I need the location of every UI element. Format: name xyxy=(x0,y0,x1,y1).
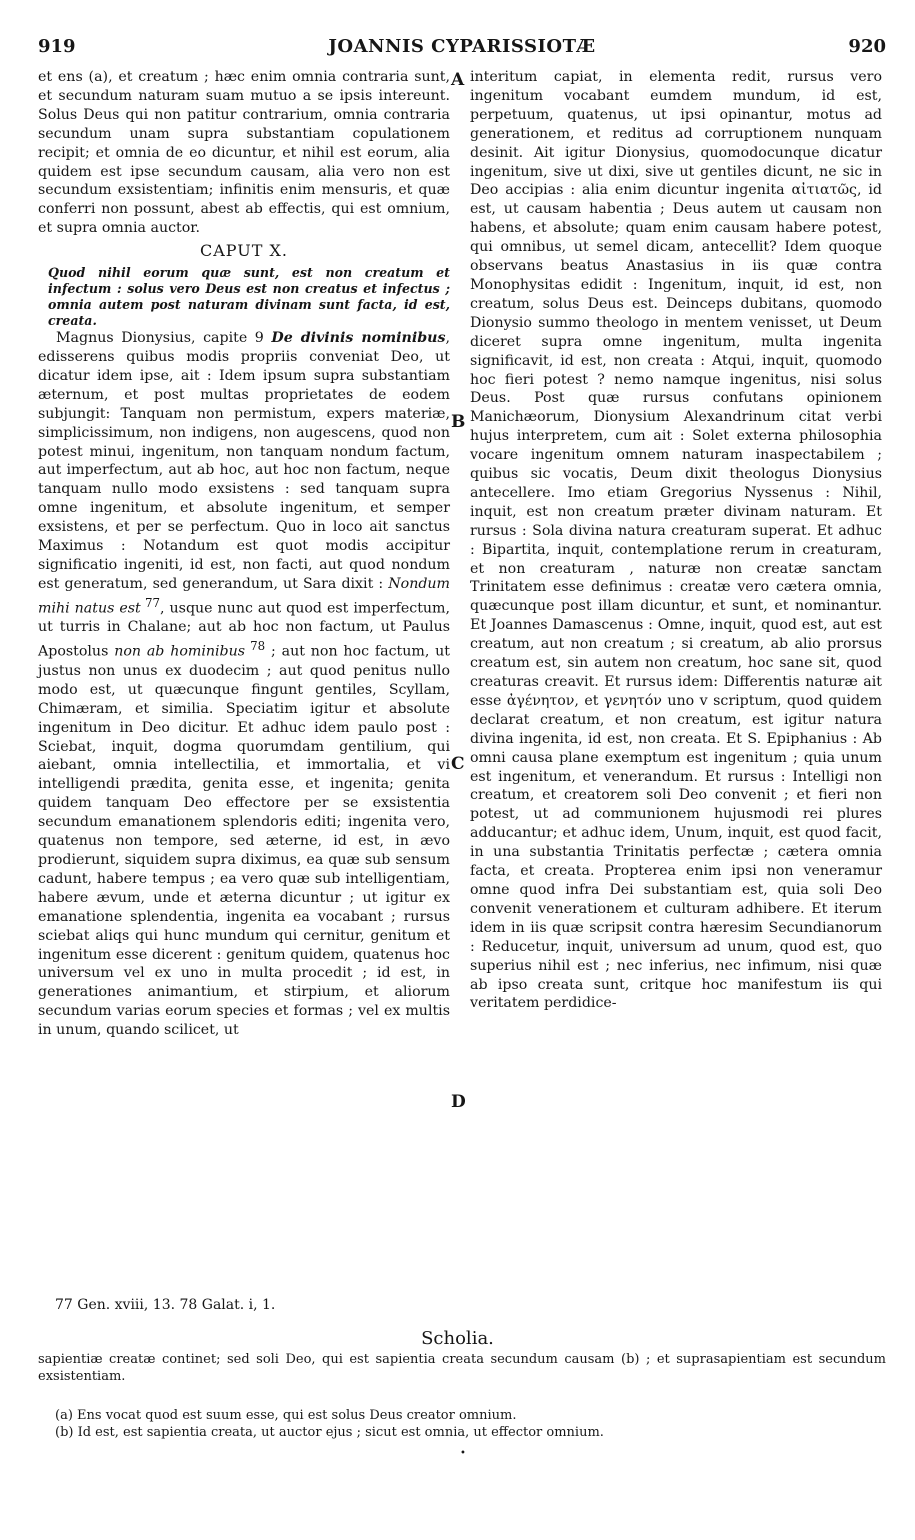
right-column xyxy=(470,68,882,1013)
page-number-right: 920 xyxy=(848,36,886,57)
scholia-text: sapientiæ creatæ continet; sed soli Deo, qui est sapientia creata secundum causam (b) ; et suprasapientiam est secundum exsistentiam. xyxy=(38,1352,886,1384)
work-title: De divinis nominibus xyxy=(271,330,446,347)
chapter-heading: CAPUT X. xyxy=(200,241,288,261)
text-run: , usque nunc aut quod est imperfectum, ut turris in Chalane; aut ab hoc non factum, ut Paulus Apostolus xyxy=(38,600,451,661)
margin-letter-a: A xyxy=(451,70,465,90)
margin-letter-b: B xyxy=(451,412,466,432)
text-run: , et xyxy=(574,692,604,709)
quotation: Nondum mihi natus est xyxy=(38,575,450,617)
text-run: , edisserens quibus modis propriis conveniat Deo, ut dicatur idem ipse, ait : Idem ipsum supra substantiam æternum, et post multas proprietates de eodem subjungit: Tanquam non permistum, expers materiæ, simplicissimum, non indigens, non augescens, quod non potest minui, ingenitum, non tanquam nondum factum, aut imperfectum, aut ab hoc, aut hoc non factum, neque tanquam nullo modo exsistens : sed tanquam supra omne ingenitum, et absolute ingenitum, et semper exsistens, et per se perfectum. Quo in loco ait sanctus Maximus : Notandum est quot modis accipitur significatio ingeniti, id est, non facti, aut quod nondum est generatum, sed generandum, ut Sara dixit : xyxy=(38,330,450,592)
text-run: ; aut non hoc factum, ut justus non unus ex duodecim ; aut quod penitus nullo modo est, ut quæcunque fingunt gentiles, Scyllam, Chimæram, et similia. Speciatim igitur et absolute ingenitum in Deo dicitur. Et adhuc idem paulo post : Sciebat, inquit, dogma quorumdam gentilium, qui aiebant, omnia intellectilia, et immortalia, et vi intelligendi prædita, genita esse, et ingenita; genita quidem tanquam Deo effectore per se exsistentia secundum emanationem splendoris editi; ingenita vero, quatenus non tempore, sed æterne, id est, in ævo prodierunt, siquidem supra diximus, ea quæ sub sensum cadunt, habere tempus ; ea vero quæ sub intelligentiam, habere ævum, unde et æterna dicuntur ; ut igitur ex emanatione splendentia, ingenita ea vocabant ; rursus sciebat aliqs qui hunc mundum qui cernitur, genitum et ingenitum esse dicerent : genitum quidem, quatenus hoc universum vel ex uno in multa procedit ; id est, in generationes animantium, et stirpium, et aliorum secundum varias eorum species et formas ; vel ex multis in unum, quando scilicet, ut xyxy=(38,644,451,1039)
left-paragraph-2 xyxy=(38,329,450,1040)
text-run: interitum capiat, in elementa redit, rursus vero ingenitum vocabant eumdem mundum, id est, perpetuum, quatenus, ut ipsi opinantur, motus ad generationem, et reditus ad corruptionem nunquam desinit. Ait igitur Dionysius, quomodocunque dicatur ingenitum, sive ut dixi, sive ut gentiles dicunt, ne sic in Deo accipias : alia enim dicuntur ingenita xyxy=(470,69,882,199)
text-run: Magnus Dionysius, capite 9 xyxy=(56,330,272,347)
scholia-notes xyxy=(55,1407,885,1441)
right-paragraph-1 xyxy=(470,68,882,1013)
footnotes: 77 Gen. xviii, 13. 78 Galat. i, 1. xyxy=(55,1297,276,1313)
scholia-note-b: (b) Id est, est sapientia creata, ut auctor ejus ; sicut est omnia, ut effector omnium. xyxy=(55,1425,604,1440)
scholia-heading: Scholia. xyxy=(421,1328,494,1349)
greek-term: αἰτιατῶς xyxy=(791,182,857,199)
margin-letter-c: C xyxy=(451,754,465,774)
quotation: non ab hominibus xyxy=(114,644,246,661)
greek-term: γενητόν xyxy=(603,692,662,709)
page-header xyxy=(38,22,886,62)
page-number-left: 919 xyxy=(38,36,76,57)
decorative-dot: • xyxy=(460,1448,466,1459)
left-paragraph-1: et ens (a), et creatum ; hæc enim omnia contraria sunt, et secundum naturam suam mutuo a se ipsis intereunt. Solus Deus qui non patitur contrarium, omnia contraria secundum unam supra substantiam copulationem recipit; et omnia de eo dicuntur, et nihil est eorum, alia quidem est ipse secundum causam, alia vero non est secundum exsistentiam; infinitis enim mensuris, et quæ conferri non possunt, abest ab effectis, qui est omnium, et supra omnia auctor. xyxy=(38,69,450,237)
text-run: , id est, ut causam habentia ; Deus autem ut causam non habens, et absolute; quam enim causam habere potest, qui omnibus, ut semel dicam, antecellit? Idem quoque observans beatus Anastasius in iis quæ contra Monophysitas edidit : Ingenitum, inquit, id est, non creatum, solus Deus est. Deinceps dubitans, quomodo Dionysio summo theologo in mentem venisset, ut Deum diceret supra omne ingenitum, multa ingenita significavit, id est, non creata : Atqui, inquit, quomodo hoc fieri potest ? nemo namque ingenitus, nisi solus Deus. Post quæ rursus confutans opinionem Manichæorum, Dionysium Alexandrinum citat verbi hujus interpretem, cum ait : Solet externa philosophia vocare ingenitum omnem naturam inaspectabilem ; quibus sic vocatis, Deum dixit theologus Dionysius antecellere. Imo etiam Gregorius Nyssenus : Nihil, inquit, est non creatum præter divinam naturam. Et rursus : Sola divina natura creaturam superat. Et adhuc : Bipartita, inquit, contemplatione rerum in creaturam, et non creaturam , naturæ non creatæ sanctam Trinitatem esse definimus : creatæ vero cætera omnia, quæcunque post illam dicuntur, et sunt, et nominantur. Et Joannes Damascenus : Omne, inquit, quod est, aut est creatum, aut non creatum ; si creatum, ab alio prorsus creatum est, sin autem non creatum, hoc sane sit, quod creaturas creavit. Et rursus idem: Differentis naturæ ait esse xyxy=(470,182,882,709)
scholia-note-a: (a) Ens vocat quod est suum esse, qui est solus Deus creator omnium. xyxy=(55,1408,517,1423)
chapter-summary: Quod nihil eorum quæ sunt, est non creatum et infectum : solus vero Deus est non creatus et infectus ; omnia autem post naturam divinam sunt facta, id est, creata. xyxy=(48,265,450,329)
margin-letter-d: D xyxy=(451,1092,466,1112)
footnote-ref: 78 xyxy=(245,639,266,654)
greek-term: ἀγένητον xyxy=(506,692,575,709)
running-title: JOANNIS CYPARISSIOTÆ xyxy=(328,36,596,57)
footnote-ref: 77 xyxy=(140,595,161,610)
text-run: uno v scriptum, quod quidem declarat creatum, et non creatum, est igitur natura divina ingenita, id est, non creata. Et S. Epiphanius : Ab omni causa plane exemptum est ingenitum ; quia unum est ingenitum, et venerandum. Et rursus : Intelligi non creatum, et creatorem soli Deo convenit ; et fieri non potest, ut ad communionem hujusmodi rei plures adducantur; et adhuc idem, Unum, inquit, est quod facit, in una substantia Trinitatis perfectæ ; cætera omnia facta, et creata. Propterea enim ipsi non veneramur omne quod infra Dei substantiam est, quia soli Deo convenit venerationem et culturam adhibere. Et iterum idem in iis quæ scripsit contra hæresim Secundianorum : Reducetur, inquit, universum ad unum, quod est, quo superius nihil est ; nec inferius, nec infimum, nisi quæ ab ipso creata sunt, critque hoc manifestum iis qui veritatem perdidice- xyxy=(470,692,882,1012)
left-column xyxy=(38,68,450,1040)
